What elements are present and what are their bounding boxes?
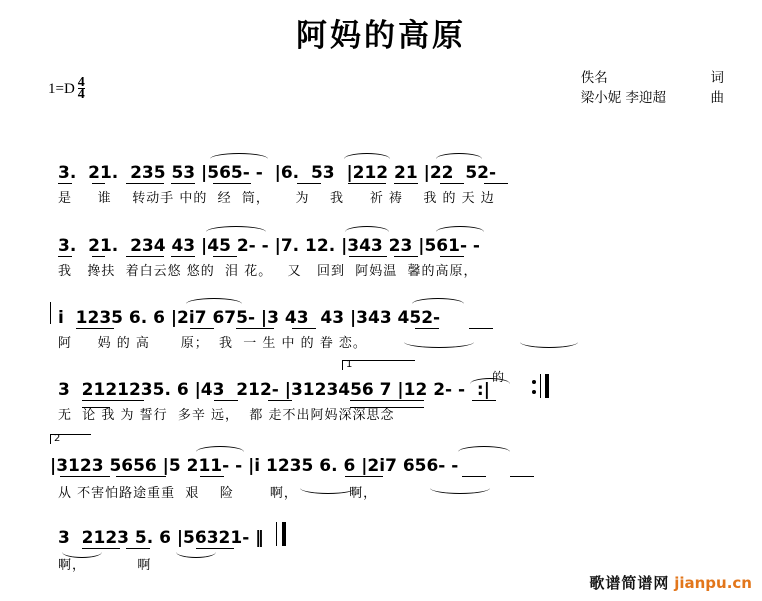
system-4-notes: 3 2121235. 6 |43 212- |3123456 7 |12 2- - :| <box>58 380 490 400</box>
composer-name: 梁小妮 李迎超 <box>580 90 666 106</box>
beam-underline <box>126 183 164 184</box>
repeat-thick-barline <box>545 374 549 398</box>
page-title: 阿妈的高原 <box>296 18 466 54</box>
system-3-notes: i 1235 6. 6 |2i7 675- |3 43 43 |343 452- <box>58 308 441 328</box>
system-6-notes: 3 2123 5. 6 |56321- ‖ <box>58 528 264 548</box>
slur-mark-down <box>300 482 356 494</box>
barline <box>50 302 51 324</box>
beam-underline <box>345 476 383 477</box>
slur-mark <box>345 226 389 238</box>
system-4-lyrics: 无 论 我 为 誓行 多辛 远， 都 走不出阿妈深深思念 <box>58 408 395 423</box>
beam-underline <box>236 328 274 329</box>
key-signature <box>48 75 85 102</box>
beam-underline <box>116 476 166 477</box>
lyricist-role: 词 <box>710 70 724 86</box>
watermark-cn: 歌谱简谱网 <box>589 574 670 592</box>
system-2-lyrics: 我 搀扶 着白云悠 悠的 泪 花。 又 回到 阿妈温 馨的高原， <box>58 264 478 279</box>
slur-mark <box>196 446 244 458</box>
slur-mark-down <box>404 336 474 348</box>
music-system-6 <box>0 520 762 580</box>
slur-mark <box>186 298 242 310</box>
system-3-lyrics: 阿 妈 的 高 原； 我 一 生 中 的 眷 恋。 <box>58 336 367 351</box>
system-1-notes: 3. 21. 235 53 |565- - |6. 53 |212 21 |22 52- <box>58 163 497 183</box>
beam-underline-16th <box>350 403 424 408</box>
repeat-dot <box>532 390 536 394</box>
slur-mark <box>470 378 510 390</box>
beam-underline <box>82 400 144 401</box>
composer-role: 曲 <box>710 90 724 106</box>
beam-underline <box>268 400 292 401</box>
beam-underline <box>469 328 493 329</box>
music-system-5 <box>0 433 762 518</box>
music-system-4 <box>0 359 762 442</box>
beam-underline <box>297 183 321 184</box>
slur-mark <box>436 153 482 165</box>
repeat-dot <box>532 380 536 384</box>
slur-mark <box>458 446 510 458</box>
beam-underline <box>394 183 418 184</box>
music-system-3 <box>0 300 762 360</box>
beam-underline <box>440 256 464 257</box>
beam-underline <box>213 183 251 184</box>
site-watermark <box>589 572 752 593</box>
slur-mark <box>206 226 266 238</box>
system-5-notes: |3123 5656 |5 211- - |i 1235 6. 6 |2i7 656- - <box>50 456 459 476</box>
beam-underline <box>510 476 534 477</box>
slur-mark <box>344 153 390 165</box>
slur-mark-down <box>520 336 578 348</box>
beam-underline <box>171 256 195 257</box>
beam-underline <box>213 256 237 257</box>
slur-mark-down <box>62 546 102 558</box>
beam-underline <box>92 256 105 257</box>
beam-underline <box>415 328 439 329</box>
beam-underline <box>76 328 114 329</box>
beam-underline <box>58 183 72 184</box>
beam-underline <box>462 476 486 477</box>
beam-underline <box>472 400 496 401</box>
beam-underline <box>171 183 195 184</box>
meter-numerator: 4 <box>77 75 85 90</box>
music-system-1 <box>0 155 762 215</box>
slur-mark <box>412 298 464 310</box>
beam-underline <box>394 256 418 257</box>
beam-underline <box>348 183 386 184</box>
slur-mark <box>210 153 268 165</box>
beam-underline <box>484 183 508 184</box>
system-6-lyrics: 啊， 啊 <box>58 558 152 573</box>
beam-underline <box>440 183 464 184</box>
system-5-lyrics: 从 不害怕路途重重 艰 险 啊， 啊， <box>58 486 378 501</box>
system-2-notes: 3. 21. 234 43 |45 2- - |7. 12. |343 23 |561- - <box>58 236 480 256</box>
time-signature <box>78 77 85 100</box>
beam-underline <box>350 400 424 401</box>
final-thin-barline <box>276 522 277 546</box>
system-1-lyrics: 是 谁 转动手 中的 经 筒， 为 我 祈 祷 我 的 天 边 <box>58 191 495 206</box>
beam-underline <box>58 256 72 257</box>
beam-underline <box>92 183 105 184</box>
beam-underline <box>200 476 224 477</box>
slur-mark-down <box>430 482 490 494</box>
credits <box>580 68 724 108</box>
repeat-thin-barline <box>540 374 541 398</box>
key-label: 1=D <box>48 81 75 97</box>
meter-denominator: 4 <box>77 87 85 102</box>
volta-number: 1 <box>346 359 353 370</box>
music-system-2 <box>0 228 762 288</box>
credit-row-composer <box>580 88 724 108</box>
beam-underline <box>214 400 238 401</box>
credit-row-lyricist <box>580 68 724 88</box>
volta-bracket-2 <box>50 434 91 444</box>
beam-underline <box>126 256 164 257</box>
lyricist-name: 佚名 <box>580 70 608 86</box>
watermark-en: jianpu.cn <box>674 574 752 592</box>
beam-underline <box>126 548 150 549</box>
volta-bracket-1 <box>342 360 415 370</box>
final-barline <box>282 522 286 546</box>
slur-mark <box>436 226 484 238</box>
volta-number: 2 <box>54 433 61 444</box>
beam-underline <box>349 256 387 257</box>
annotation-text: 的 <box>492 370 505 384</box>
beam-underline <box>190 328 214 329</box>
beam-underline <box>60 476 110 477</box>
beam-underline <box>292 328 316 329</box>
slur-mark-down <box>176 546 216 558</box>
